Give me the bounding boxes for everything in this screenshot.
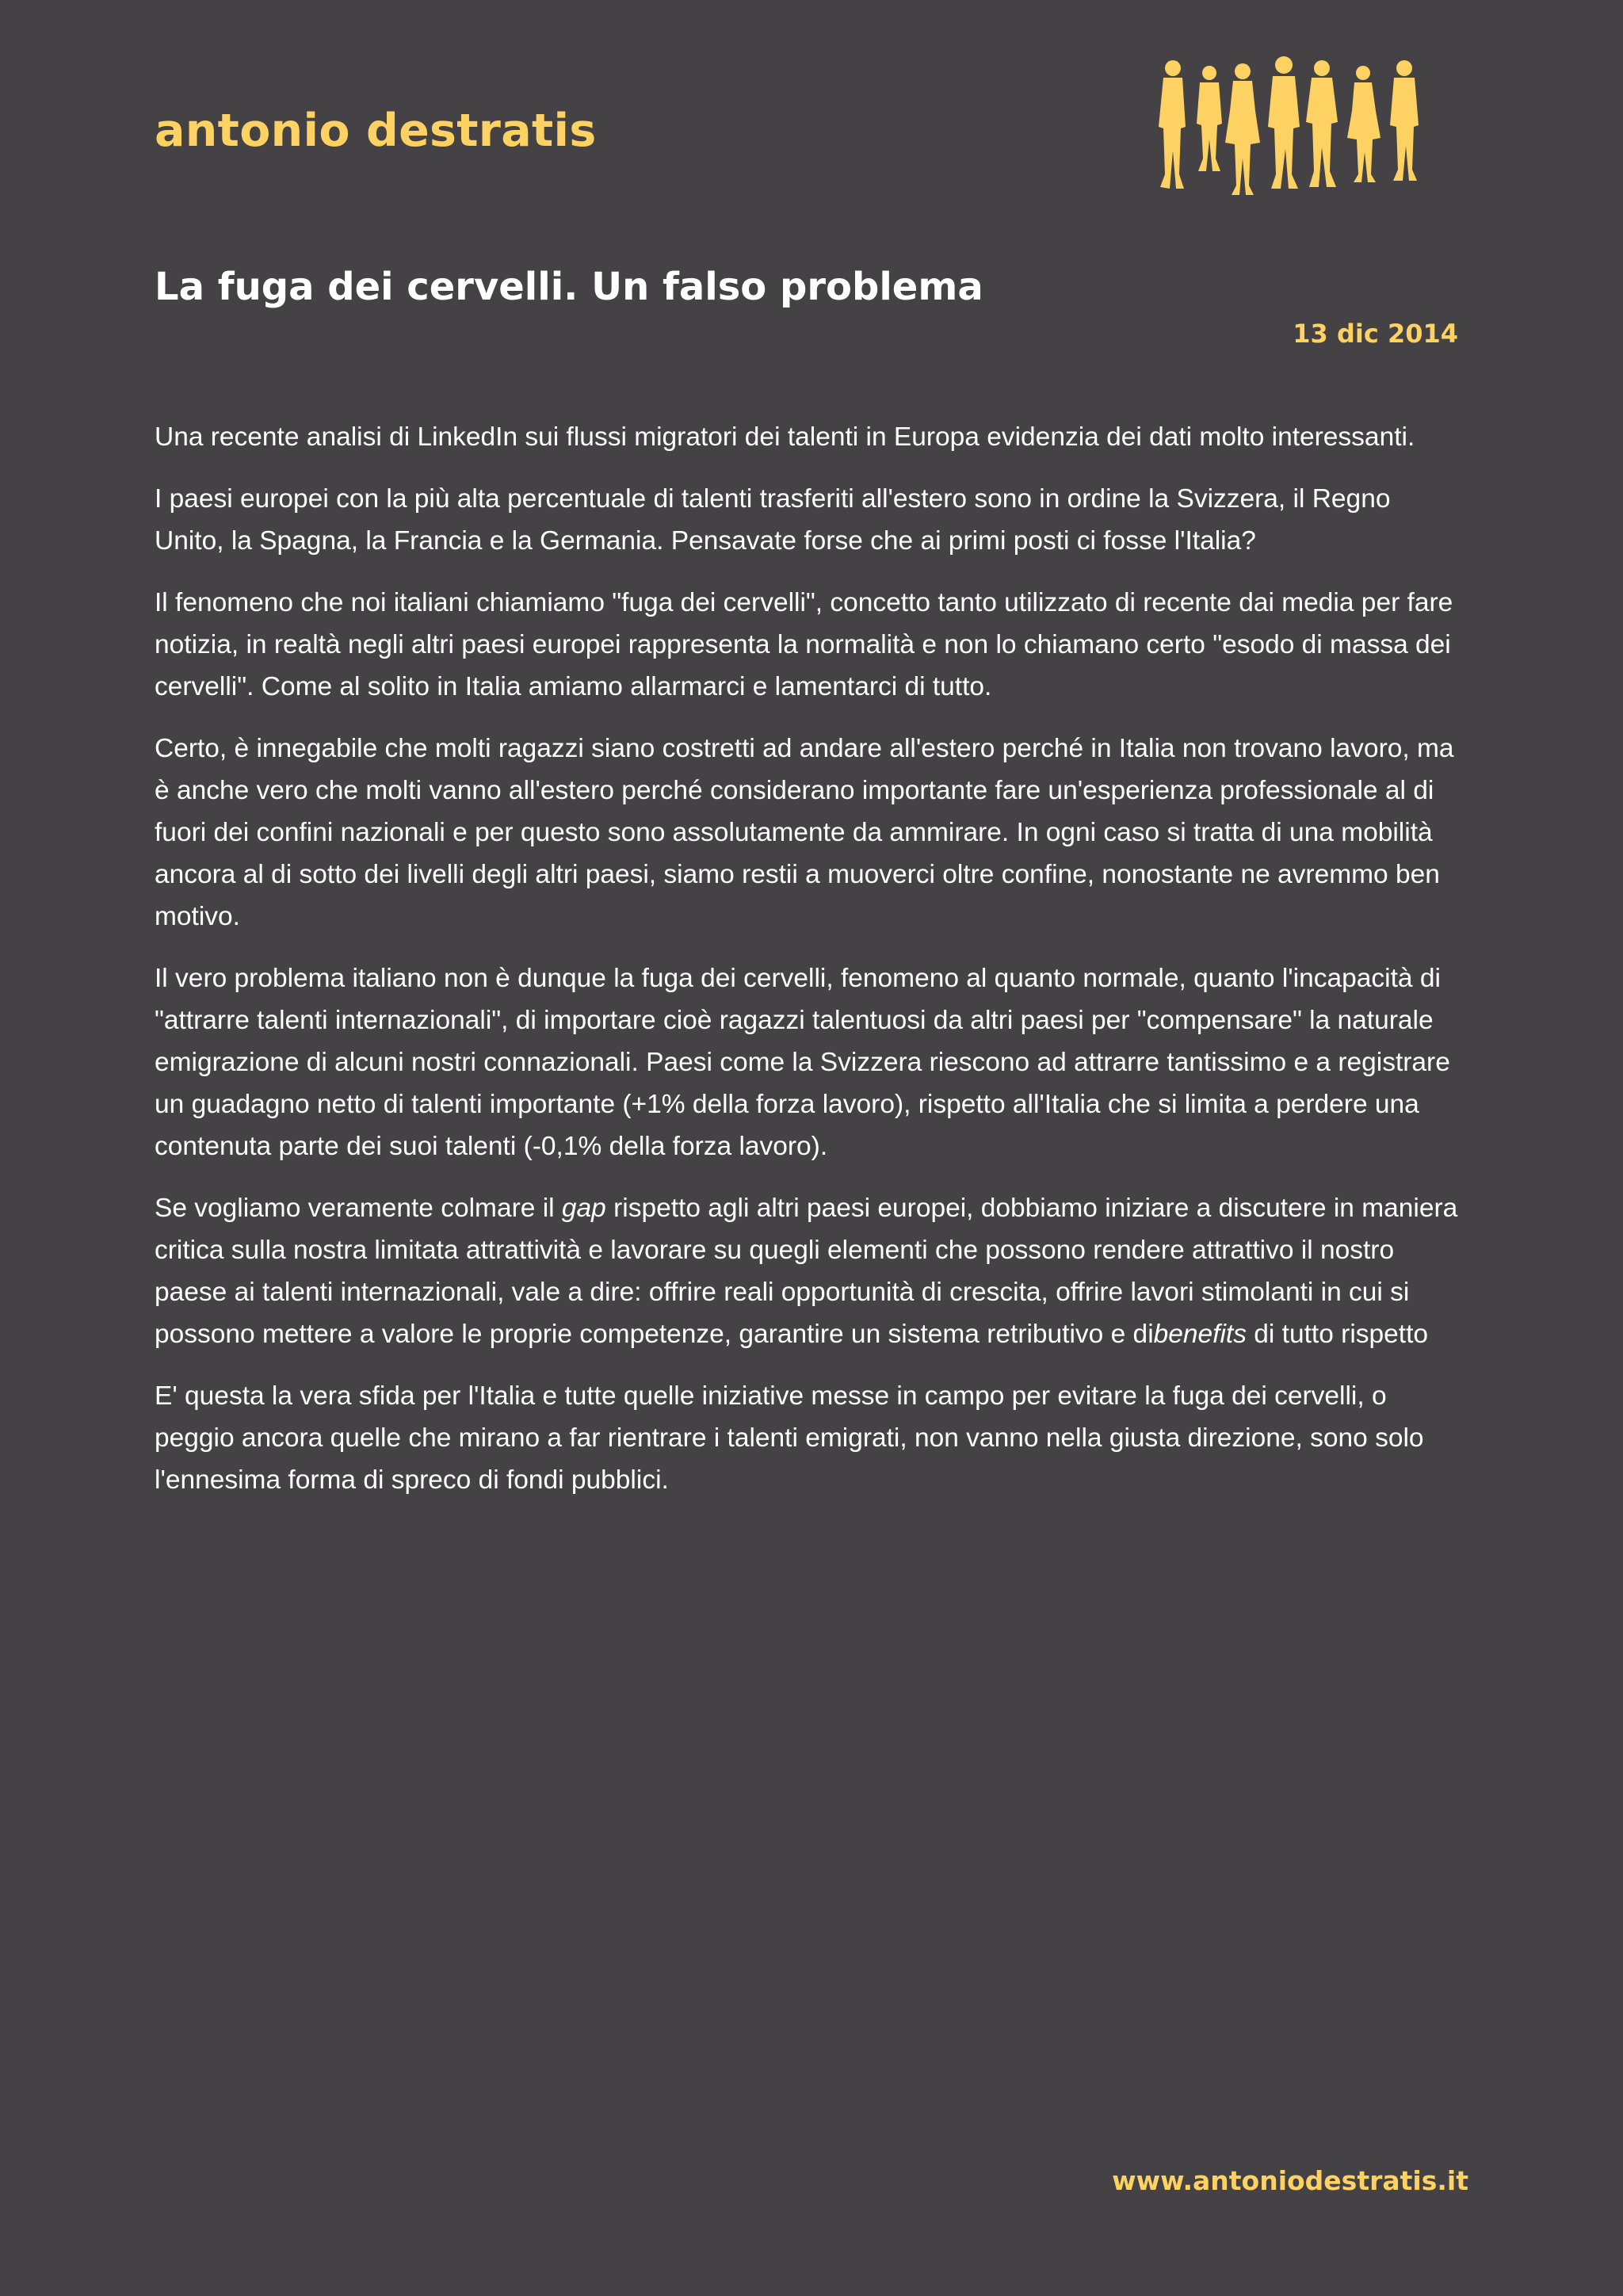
emphasis-gap: gap [561, 1194, 606, 1223]
paragraph: Certo, è innegabile che molti ragazzi siano costretti ad andare all'estero perché in Italia non trovano lavoro, ma è anche vero che molti vanno all'estero perché considerano importante fare un'esperienza professionale al di fuori dei confini nazionali e per questo sono assolutamente da ammirare. In ogni caso si tratta di una mobilità ancora al di sotto dei livelli degli altri paesi, siamo restii a muoverci oltre confine, nonostante ne avremmo ben motivo. [155, 734, 1454, 931]
paragraph [155, 1187, 1462, 1355]
brand-name: antonio destratis [155, 105, 597, 157]
paragraph-text: di tutto rispetto [1246, 1320, 1429, 1349]
article-body [155, 416, 1462, 1521]
paragraph-text: rispetto agli altri paesi europei, dobbiamo iniziare a discutere in maniera critica sulla nostra limitata attrattività e lavorare su quegli elementi che possono rendere attrattivo il nostro paese ai talenti internazionali, vale a dire: offrire reali opportunità di crescita, offrire lavori stimolanti in cui si possono mettere a valore le proprie competenze, garantire un sistema retributivo e di [155, 1194, 1458, 1349]
paragraph: Una recente analisi di LinkedIn sui flussi migratori dei talenti in Europa evidenzia dei dati molto interessanti. [155, 422, 1415, 452]
paragraph: Il vero problema italiano non è dunque la fuga dei cervelli, fenomeno al quanto normale, quanto l'incapacità di "attrarre talenti internazionali", di importare cioè ragazzi talentuosi da altri paesi per "compensare" la naturale emigrazione di alcuni nostri connazionali. Paesi come la Svizzera riescono ad attrarre tantissimo e a registrare un guadagno netto di talenti importante (+1% della forza lavoro), rispetto all'Italia che si limita a perdere una contenuta parte dei suoi talenti (-0,1% della forza lavoro). [155, 964, 1450, 1161]
footer-website-link[interactable]: www.antoniodestratis.it [1112, 2165, 1468, 2196]
paragraph: I paesi europei con la più alta percentuale di talenti trasferiti all'estero sono in ordine la Svizzera, il Regno Unito, la Spagna, la Francia e la Germania. Pensavate forse che ai primi posti ci fosse l'Italia? [155, 484, 1391, 556]
article-title: La fuga dei cervelli. Un falso problema [155, 265, 983, 309]
people-silhouettes-icon [1149, 55, 1458, 206]
paragraph: E' questa la vera sfida per l'Italia e tutte quelle iniziative messe in campo per evitare la fuga dei cervelli, o peggio ancora quelle che mirano a far rientrare i talenti emigrati, non vanno nella giusta direzione, sono solo l'ennesima forma di spreco di fondi pubblici. [155, 1381, 1424, 1495]
article-date: 13 dic 2014 [1293, 319, 1458, 349]
emphasis-benefits: benefits [1153, 1320, 1247, 1349]
paragraph: Il fenomeno che noi italiani chiamiamo "fuga dei cervelli", concetto tanto utilizzato di recente dai media per fare notizia, in realtà negli altri paesi europei rappresenta la normalità e non lo chiamano certo "esodo di massa dei cervelli". Come al solito in Italia amiamo allarmarci e lamentarci di tutto. [155, 588, 1453, 701]
paragraph-text: Se vogliamo veramente colmare il [155, 1194, 562, 1223]
